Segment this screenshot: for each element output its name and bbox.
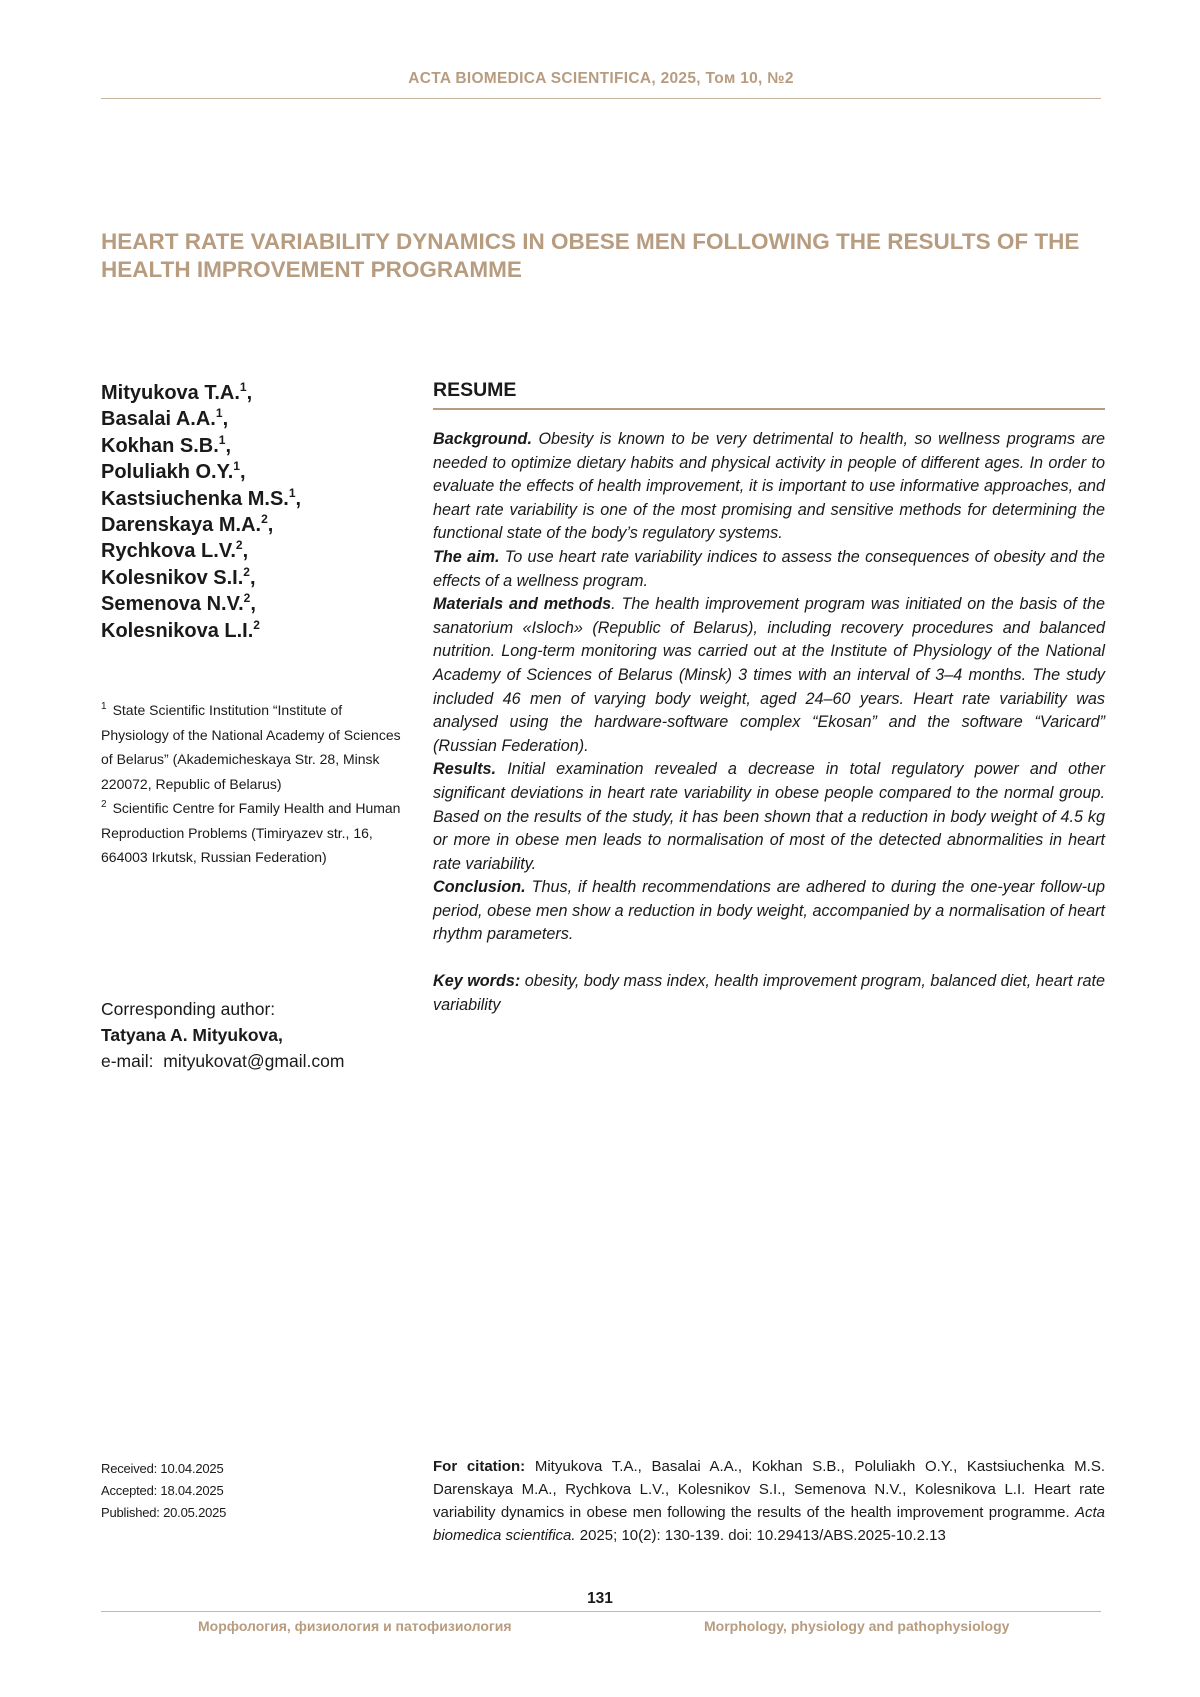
accepted-date: Accepted: 18.04.2025 (101, 1480, 361, 1502)
running-header: ACTA BIOMEDICA SCIENTIFICA, 2025, Том 10, №2 (101, 70, 1101, 88)
received-date: Received: 10.04.2025 (101, 1458, 361, 1480)
corresponding-name: Tatyana A. Mityukova, (101, 1022, 421, 1048)
corresponding-author (101, 996, 421, 1074)
abstract-conclusion: Conclusion. Thus, if health recommendations are adhered to during the one-year follow-up period, obese men show a reduction in body weight, accompanied by a normalisation of heart rhythm parameters. (433, 876, 1105, 947)
affiliations (101, 698, 411, 870)
author-item: Basalai A.A.1, (101, 406, 401, 432)
abstract-background: Background. Obesity is known to be very detrimental to health, so wellness programs are needed to optimize dietary habits and physical activity in people of different ages. In order to evaluate the effects of health improvement, it is important to use informative approaches, and heart rate variability is one of the most promising and sensitive methods for determining the functional state of the body’s regulatory systems. (433, 428, 1105, 546)
footer-divider (101, 1611, 1101, 1612)
corresponding-label: Corresponding author: (101, 996, 421, 1022)
abstract-aim: The aim. To use heart rate variability indices to assess the consequences of obesity and the effects of a wellness program. (433, 546, 1105, 593)
publication-dates (101, 1458, 361, 1524)
footer-section-ru: Морфология, физиология и патофизиология (198, 1618, 578, 1634)
author-item: Darenskaya M.A.2, (101, 512, 401, 538)
author-item: Kolesnikova L.I.2 (101, 618, 401, 644)
affiliation-item: 2 Scientific Centre for Family Health and Human Reproduction Problems (Timiryazev str., 16, 664003 Irkutsk, Russian Federation) (101, 796, 411, 870)
abstract-keywords: Key words: obesity, body mass index, health improvement program, balanced diet, heart rate variability (433, 970, 1105, 1017)
resume-heading: RESUME (433, 379, 1105, 410)
abstract (433, 428, 1105, 1017)
author-item: Kokhan S.B.1, (101, 433, 401, 459)
abstract-methods: Materials and methods. The health improvement program was initiated on the basis of the sanatorium «Isloch» (Republic of Belarus), including recovery procedures and balanced nutrition. Long-term monitoring was carried out at the Institute of Physiology of the National Academy of Sciences of Belarus (Minsk) 3 times with an interval of 3–4 months. The study included 46 men of varying body weight, aged 24–60 years. Heart rate variability was analysed using the hardware-software complex “Ekosan” and the software “Varicard” (Russian Federation). (433, 593, 1105, 758)
citation: For citation: Mityukova T.A., Basalai A.A., Kokhan S.B., Poluliakh O.Y., Kastsiuchenka M.S. Darenskaya M.A., Rychkova L.V., Kolesnikov S.I., Semenova N.V., Kolesnikova L.I. Heart rate variability dynamics in obese men following the results of the health improvement programme. Acta biomedica scientifica. 2025; 10(2): 130-139. doi: 10.29413/ABS.2025-10.2.13 (433, 1455, 1105, 1547)
article-title: HEART RATE VARIABILITY DYNAMICS IN OBESE MEN FOLLOWING THE RESULTS OF THE HEALTH IMPROVEMENT PROGRAMME (101, 228, 1101, 284)
author-item: Semenova N.V.2, (101, 591, 401, 617)
affiliation-item: 1 State Scientific Institution “Institute of Physiology of the National Academy of Sciences of Belarus” (Akademicheskaya Str. 28, Minsk 220072, Republic of Belarus) (101, 698, 411, 796)
page-number: 131 (560, 1590, 640, 1608)
email-link[interactable]: mityukovat@gmail.com (163, 1051, 344, 1071)
author-item: Poluliakh O.Y.1, (101, 459, 401, 485)
header-divider (101, 98, 1101, 99)
author-item: Kolesnikov S.I.2, (101, 565, 401, 591)
author-list (101, 380, 401, 644)
corresponding-email-line: e-mail: mityukovat@gmail.com (101, 1048, 421, 1074)
author-item: Rychkova L.V.2, (101, 538, 401, 564)
author-item: Kastsiuchenka M.S.1, (101, 486, 401, 512)
footer-section-en: Morphology, physiology and pathophysiology (704, 1618, 1084, 1634)
abstract-results: Results. Initial examination revealed a decrease in total regulatory power and other significant deviations in heart rate variability in obese people compared to the normal group. Based on the results of the study, it has been shown that a reduction in body weight of 4.5 kg or more in obese men leads to normalisation of most of the detected abnormalities in heart rate variability. (433, 758, 1105, 876)
author-item: Mityukova T.A.1, (101, 380, 401, 406)
published-date: Published: 20.05.2025 (101, 1502, 361, 1524)
